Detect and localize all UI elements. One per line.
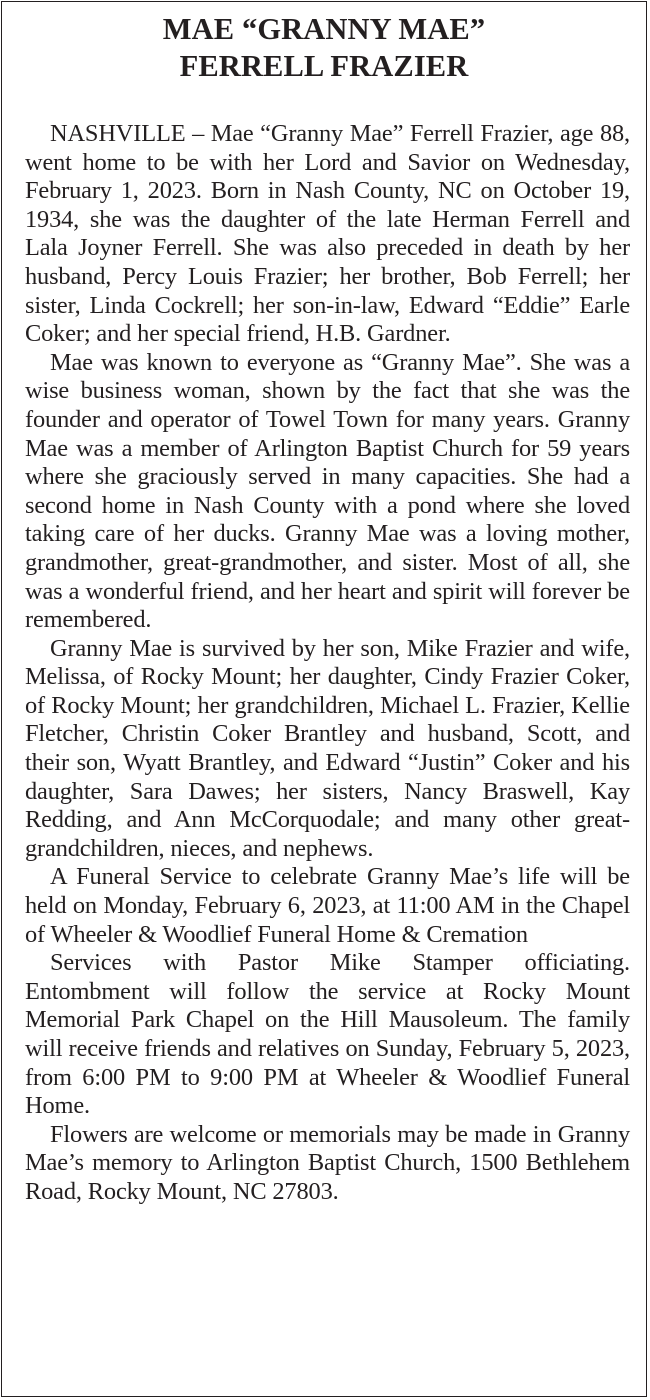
obituary-title (2, 2, 646, 85)
paragraph-funeral-service: A Funeral Service to celebrate Granny Mae’s life will be held on Monday, February 6, 2023, at 11:00 AM in the Chapel of Wheeler & Woodlief Funeral Home & Cremation (25, 863, 630, 948)
paragraph-announcement: NASHVILLE – Mae “Granny Mae” Ferrell Frazier, age 88, went home to be with her Lord and Savior on Wednesday, February 1, 2023. Born in Nash County, NC on October 19, 1934, she was the daughter of the late Herman Ferrell and Lala Joyner Ferrell. She was also preceded in death by her husband, Percy Louis Frazier; her brother, Bob Ferrell; her sister, Linda Cockrell; her son-in-law, Edward “Eddie” Earle Coker; and her special friend, H.B. Gardner. (25, 120, 630, 348)
obituary-frame (1, 1, 647, 1397)
title-line-1: MAE “GRANNY MAE” (162, 12, 486, 46)
paragraph-life: Mae was known to everyone as “Granny Mae”. She was a wise business woman, shown by the fact that she was the founder and operator of Towel Town for many years. Granny Mae was a member of Arlington Baptist Church for 59 years where she graciously served in many capacities. She had a second home in Nash County with a pond where she loved taking care of her ducks. Granny Mae was a loving mother, grandmother, great-grandmother, and sister. Most of all, she was a wonderful friend, and her heart and spirit will forever be remembered. (25, 348, 630, 634)
paragraph-memorials: Flowers are welcome or memorials may be made in Granny Mae’s memory to Arlington Baptist Church, 1500 Bethlehem Road, Rocky Mount, NC 27803. (25, 1120, 630, 1205)
obituary-body (2, 120, 646, 1207)
paragraph-entombment: Services with Pastor Mike Stamper officiating. Entombment will follow the service at Rocky Mount Memorial Park Chapel on the Hill Mausoleum. The family will receive friends and relatives on Sunday, February 5, 2023, from 6:00 PM to 9:00 PM at Wheeler & Woodlief Funeral Home. (25, 949, 630, 1120)
paragraph-survivors: Granny Mae is survived by her son, Mike Frazier and wife, Melissa, of Rocky Mount; her daughter, Cindy Frazier Coker, of Rocky Mount; her grandchildren, Michael L. Frazier, Kellie Fletcher, Christin Coker Brantley and husband, Scott, and their son, Wyatt Brantley, and Edward “Justin” Coker and his daughter, Sara Dawes; her sisters, Nancy Braswell, Kay Redding, and Ann McCorquodale; and many other great-grandchildren, nieces, and nephews. (25, 634, 630, 862)
title-line-2: FERRELL FRAZIER (179, 49, 469, 83)
